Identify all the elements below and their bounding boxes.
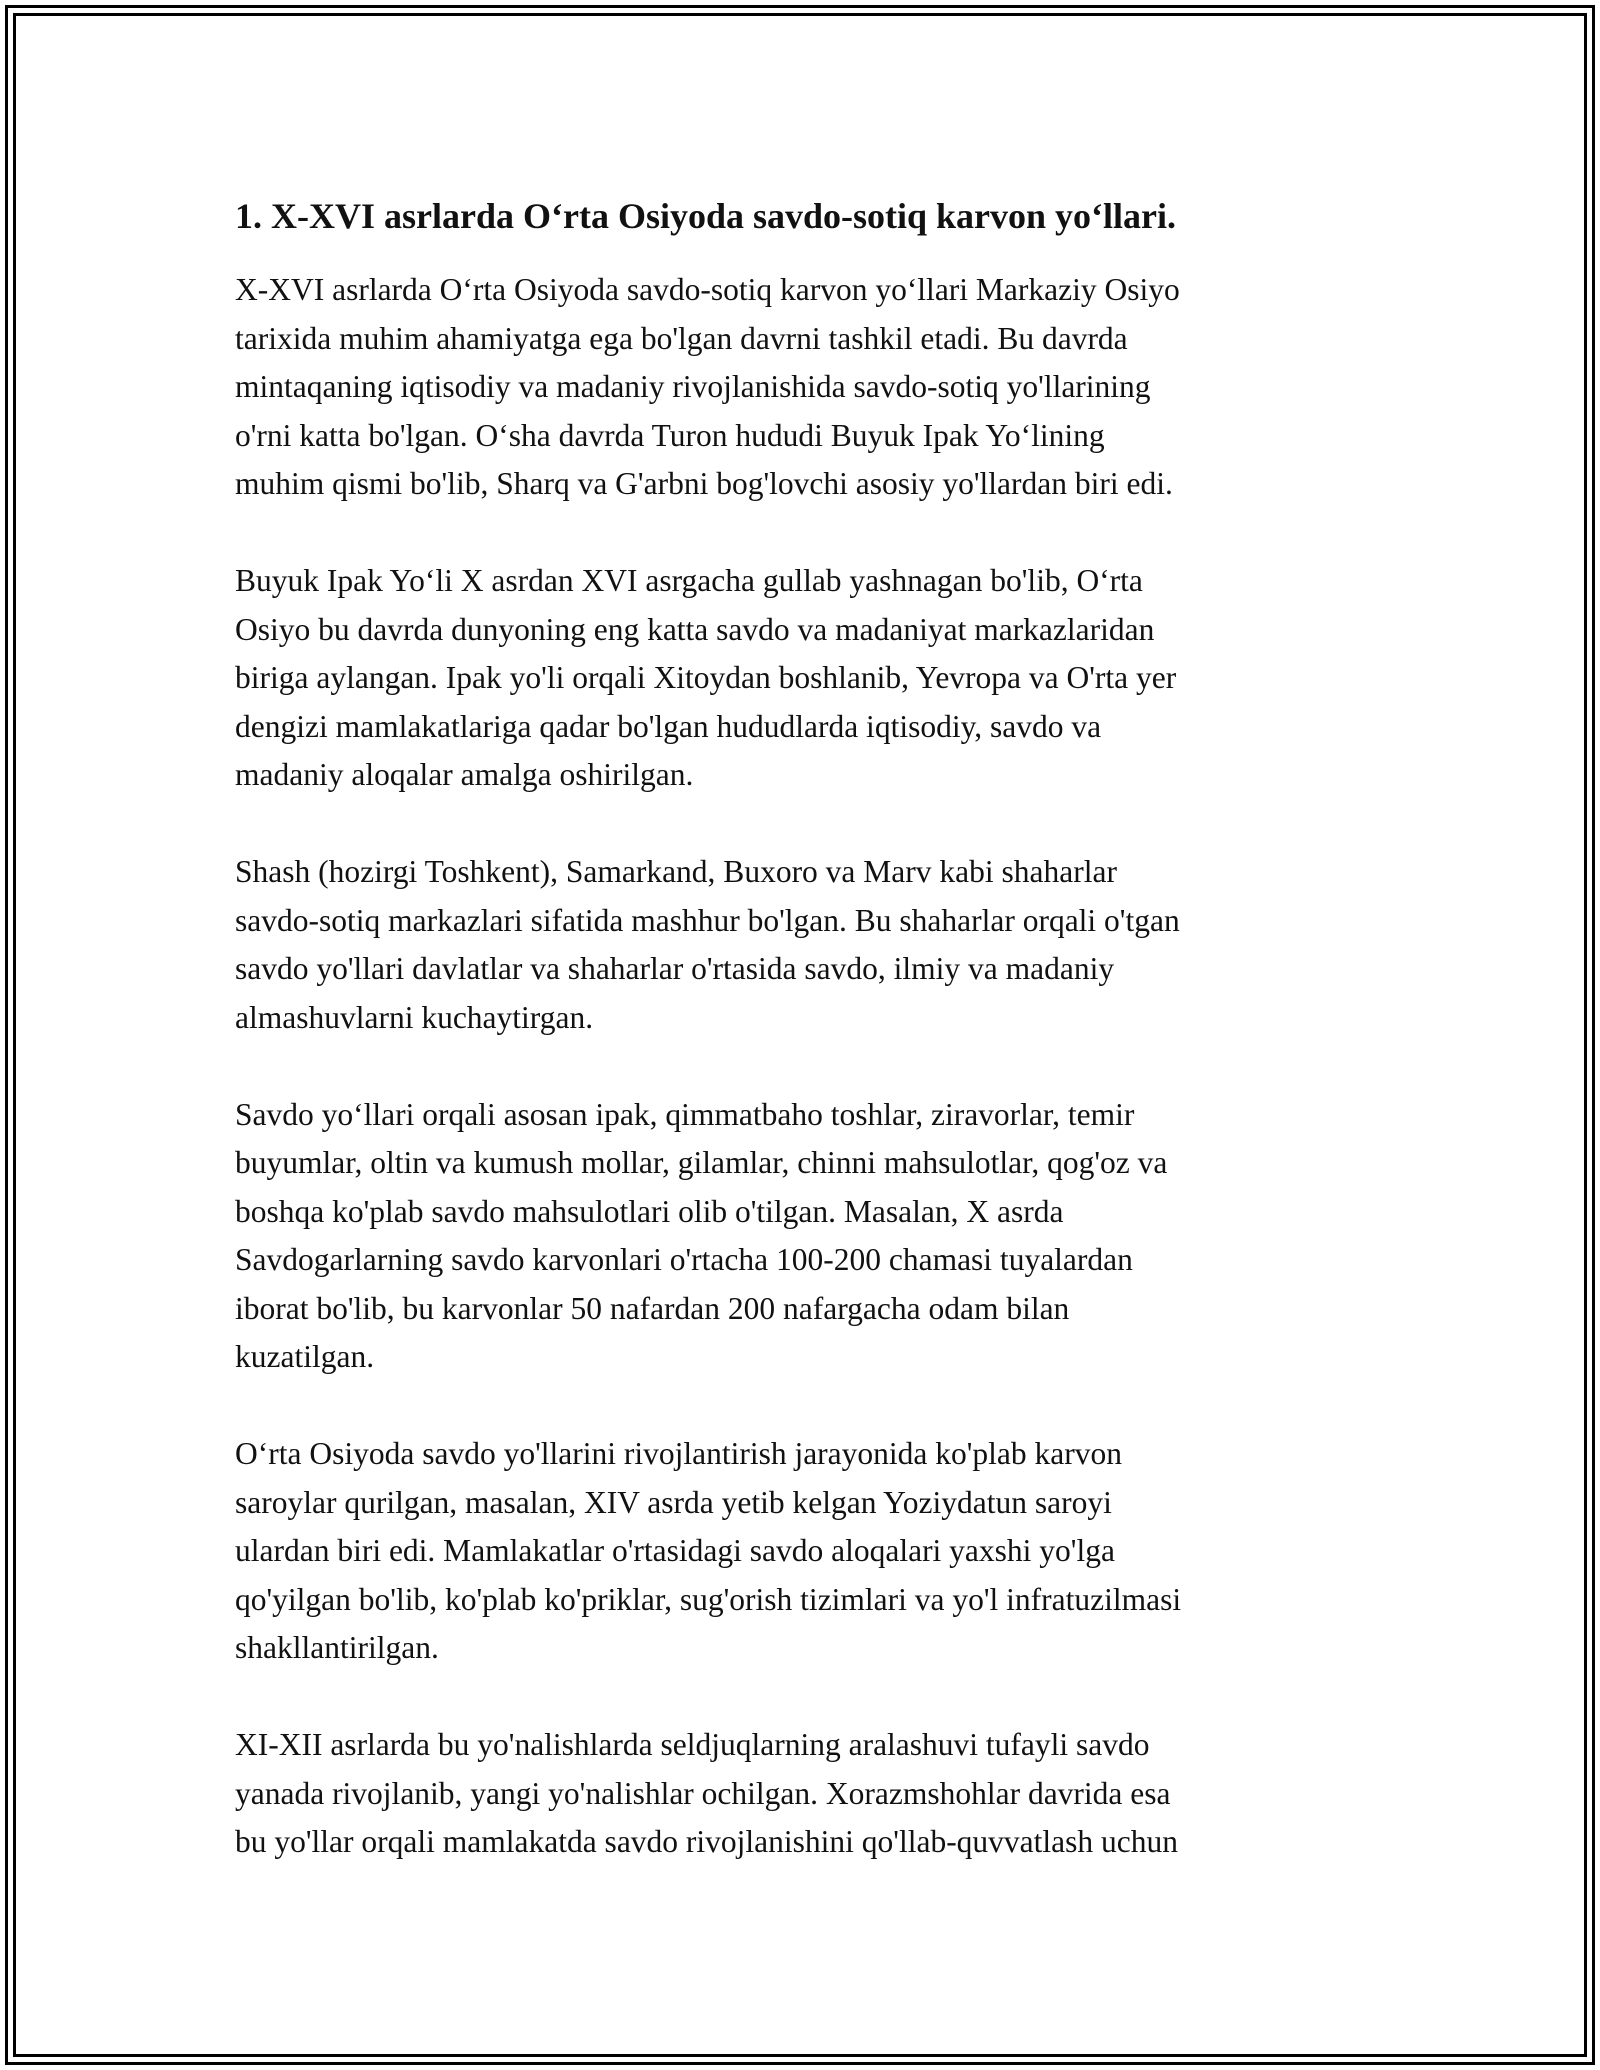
paragraph-2: Buyuk Ipak Yo‘li X asrdan XVI asrgacha gullab yashnagan bo'lib, O‘rta Osiyo bu davrda dunyoning eng katta savdo va madaniyat markazlaridan biriga aylangan. Ipak yo'li orqali Xitoydan boshlanib, Yevropa va O'rta yer dengizi mamlakatlariga qadar bo'lgan hududlarda iqtisodiy, savdo va madaniy aloqalar amalga oshirilgan. xyxy=(235,563,1177,792)
paragraph-6: XI-XII asrlarda bu yo'nalishlarda seldjuqlarning aralashuvi tufayli savdo yanada rivojlanib, yangi yo'nalishlar ochilgan. Xorazmshohlar davrida esa bu yo'llar orqali mamlakatda savdo rivojlanishini qo'llab-quvvatlash uchun xyxy=(235,1727,1179,1859)
paragraph-5: O‘rta Osiyoda savdo yo'llarini rivojlantirish jarayonida ko'plab karvon saroylar qurilgan, masalan, XIV asrda yetib kelgan Yoziydatun saroyi ulardan biri edi. Mamlakatlar o'rtasidagi savdo aloqalari yaxshi yo'lga qo'yilgan bo'lib, ko'plab ko'priklar, sug'orish tizimlari va yo'l infratuzilmasi shakllantirilgan. xyxy=(235,1436,1182,1665)
paragraph-3: Shash (hozirgi Toshkent), Samarkand, Buxoro va Marv kabi shaharlar savdo-sotiq markazlari sifatida mashhur bo'lgan. Bu shaharlar orqali o'tgan savdo yo'llari davlatlar va shaharlar o'rtasida savdo, ilmiy va madaniy almashuvlarni kuchaytirgan. xyxy=(235,854,1180,1035)
paragraph-1: X-XVI asrlarda O‘rta Osiyoda savdo-sotiq karvon yo‘llari Markaziy Osiyo tarixida muhim ahamiyatga ega bo'lgan davrni tashkil etadi. Bu davrda mintaqaning iqtisodiy va madaniy rivojlanishida savdo-sotiq yo'llarining o'rni katta bo'lgan. O‘sha davrda Turon hududi Buyuk Ipak Yo‘lining muhim qismi bo'lib, Sharq va G'arbni bog'lovchi asosiy yo'llardan biri edi. xyxy=(235,272,1180,501)
document-body xyxy=(235,190,1365,1915)
paragraph-4: Savdo yo‘llari orqali asosan ipak, qimmatbaho toshlar, ziravorlar, temir buyumlar, oltin va kumush mollar, gilamlar, chinni mahsulotlar, qog'oz va boshqa ko'plab savdo mahsulotlari olib o'tilgan. Masalan, X asrda Savdogarlarning savdo karvonlari o'rtacha 100-200 chamasi tuyalardan iborat bo'lib, bu karvonlar 50 nafardan 200 nafargacha odam bilan kuzatilgan. xyxy=(235,1096,1168,1374)
page-title: 1. X-XVI asrlarda O‘rta Osiyoda savdo-sotiq karvon yo‘llari. xyxy=(235,196,1177,236)
